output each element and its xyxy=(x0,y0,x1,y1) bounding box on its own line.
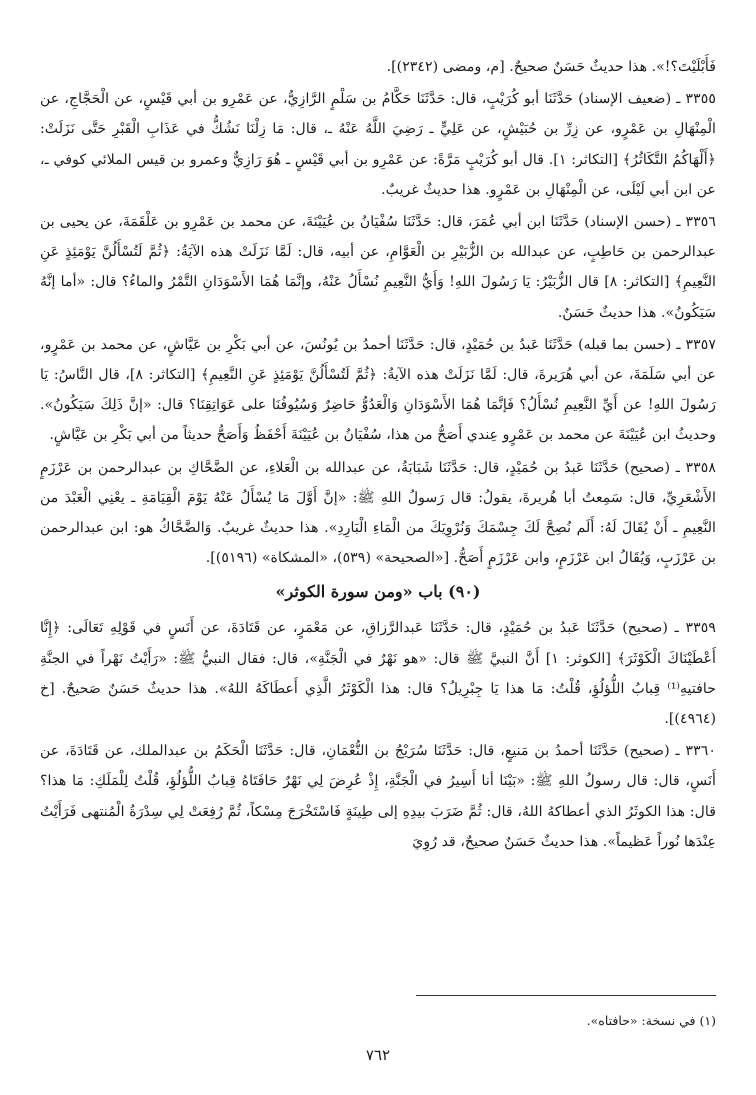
document-page xyxy=(40,52,716,1052)
hadith-3359: ٣٣٥٩ ـ (صحيح) حَدَّثَنَا عَبدُ بن حُمَيْدٍ، قال: حَدَّثَنَا عَبدالرَّزاقِ، عن مَعْمَرٍ، عن قَتَادَةَ، عن أَنَسٍ في قَوْلِهِ تَعَالَى: ﴿إِنَّا أَعْطَيْنَاكَ الْكَوْثَرَ﴾ [الكوثر: ١] أَنَّ النبيَّ ﷺ قال: «هو نَهْرٌ في الْجَنَّةِ»، قال: فقال النبيُّ ﷺ: «رَأَيْتُ نَهْراً في الجنَّةِ حافتيهِ⁽¹⁾ قِبابُ اللُّؤلُؤِ، قُلْتُ: مَا هذا يَا جِبْرِيلُ؟ قال: هذا الْكَوْثَرُ الَّذِي أَعطَاكَهُ اللهُ». هذا حديثٌ حَسَنٌ صَحيحٌ. [خ (٤٩٦٤)]. xyxy=(40,620,716,728)
hadith-3357: ٣٣٥٧ ـ (حسن بما قبله) حَدَّثَنَا عَبدُ بن حُمَيْدٍ، قال: حَدَّثَنَا أحمدُ بن يُونُسَ، عن أبي بَكْرِ بن عَيَّاشٍ، عن محمد بن عَمْرٍو، عن أبي سَلَمَةَ، عن أبي هُرَيرةَ، قال: لَمَّا نَزَلَتْ هذه الآيةُ: ﴿ثُمَّ لَتُسْأَلُنَّ يَوْمَئِذٍ عَنِ النَّعِيمِ﴾ [التكاثر: ٨]، قال النَّاسُ: يَا رَسُولَ اللهِ! عن أَيِّ النَّعِيمِ نُسْأَلُ؟ فَإنَّمَا هُمَا الأَسْوَدَانِ وَالْعَدُوُّ حَاضِرٌ وَسُيُوفُنَا على عَوَاتِقِنَا؟ قال: «إنَّ ذَلِكَ سَيَكُونُ». وحديثُ ابن عُيَيْنَةَ عن محمد بن عَمْرٍو عِندي أَصَحُّ من هذا، سُفْيَانُ بن عُيَيْنَةَ أَحْفَظُ وَأَصَحُّ حديثاً من أبي بَكْرِ بن عَيَّاشٍ. xyxy=(40,336,716,444)
page-number: ٧٦٢ xyxy=(365,1046,391,1064)
footnote: (١) في نسخة: «حافتاه». xyxy=(586,1013,716,1028)
hadith-3355: ٣٣٥٥ ـ (ضعيف الإسناد) حَدَّثَنَا أبو كُرَيْبٍ، قال: حَدَّثَنَا حَكَّامُ بن سَلْمٍ الرَّازِيُّ، عن عَمْرِو بن أبي قَيْسٍ، عن الْحَجَّاجِ، عن الْمِنْهَالِ بن عَمْرٍو، عن زِرِّ بن حُبَيْشٍ، عن عَلِيٍّ ـ رَضِيَ اللَّهُ عَنْهُ ـ، قال: مَا زِلْنَا نَشُكُّ في عَذَابِ الْقَبْرِ حَتَّى نَزَلَتْ: ﴿أَلْهَاكُمُ التَّكَاثُرُ﴾ [التكاثر: ١]. قال أبو كُرَيْبٍ مَرَّةً: عن عَمْرِو بن أبي قَيْسٍ ـ هُوَ رَازِيٌّ وعمرو بن قيس الملائي كوفي ـ، عن ابن أبي لَيْلَى، عن الْمِنْهَالِ بن عَمْرٍو. هذا حديثٌ غريبٌ. xyxy=(40,91,716,198)
hadith-3360: ٣٣٦٠ ـ (صحيح) حَدَّثَنَا أحمدُ بن مَنيعٍ، قال: حَدَّثَنَا سُرَيْجُ بن النُّعْمَانِ، قال: حَدَّثَنَا الْحَكَمُ بن عبدالملك، عن قَتَادَةَ، عن أَنَسٍ، قال: قال رسولُ اللهِ ﷺ: «بَيْنَا أنا أَسِيرُ في الْجَنَّةِ، إِذْ عُرِضَ لِي نَهْرٌ حَافَتَاهُ قِبابُ اللُّؤلُؤِ، قُلْتُ لِلْمَلَكِ: مَا هذا؟ قال: هذا الكوثَرُ الذي أعطاكهُ اللهُ، قال: ثُمَّ ضَرَبَ بيدِهِ إلى طِينَةٍ فَاسْتَخْرَجَ مِسْكاً، ثُمَّ رُفِعَتْ لِي سِدْرَةُ الْمُنتهى فَرَأَيْتُ عِنْدَها نُوراً عَظيماً». هذا حديثٌ حَسَنٌ صحيحٌ، قد رُوِيَ xyxy=(40,743,716,850)
paragraph-continuation: فَأَبْلَيْتَ؟!». هذا حديثٌ حَسَنٌ صحيحٌ. [م، ومضى (٢٣٤٢)]. xyxy=(386,59,716,75)
footnote-divider xyxy=(416,995,716,996)
section-heading: (٩٠) باب «ومن سورة الكوثر» xyxy=(275,582,481,602)
hadith-3358: ٣٣٥٨ ـ (صحيح) حَدَّثَنَا عَبدُ بن حُمَيْدٍ، قال: حَدَّثَنَا شَبَابَةُ، عن عبدالله بن الْعَلاءِ، عن الضَّحَّاكِ بن عبدالرحمن بن عَرْزَمٍ الأَشْعَرِيِّ، قال: سَمِعتُ أبا هُريرةَ، يقولُ: قال رَسولُ اللهِ ﷺ: «إنَّ أَوَّلَ مَا يُسْأَلُ عَنْهُ يَوْمَ الْقِيَامَةِ ـ يعْنِي الْعَبْدَ من النَّعِيمِ ـ أَنْ يُقَالَ لَهُ: أَلَم نُصِحَّ لَكَ جِسْمَكَ وَنُرْوِيَكَ من الْمَاءِ الْبَارِدِ». هذا حديثٌ غريبٌ. وَالضَّحَّاكُ هو: ابن عبدالرحمن بن عَرْزَبٍ، وَيُقَالُ ابن عَرْزَمٍ، وابن عَرْزَمٍ أَصَحُّ. [«الصحيحة» (٥٣٩)، «المشكاة» (٥١٩٦)]. xyxy=(40,459,716,567)
hadith-3356: ٣٣٥٦ ـ (حسن الإسناد) حَدَّثَنَا ابن أبي عُمَرَ، قال: حَدَّثَنَا سُفْيَانُ بن عُيَيْنَةَ، عن محمد بن عَمْرِو بن عَلْقَمَةَ، عن يحيى بن عبدالرحمن بن حَاطِبٍ، عن عبدالله بن الزُّبَيْرِ بن الْعَوَّامِ، عن أبيه، قال: لَمَّا نَزَلَتْ هذه الآيَةُ: ﴿ثُمَّ لَتُسْأَلُنَّ يَوْمَئِذٍ عَنِ النَّعِيمِ﴾ [التكاثر: ٨] قال الزُّبَيْرُ: يَا رَسُولَ اللهِ! وَأَيُّ النَّعِيمِ نُسْأَلُ عَنْهُ، وإنَّمَا هُمَا الأَسْوَدَانِ التَّمْرُ والماءُ؟ قال: «أما إنَّهُ سَيَكُونُ». هذا حديثٌ حَسَنٌ. xyxy=(40,214,716,321)
